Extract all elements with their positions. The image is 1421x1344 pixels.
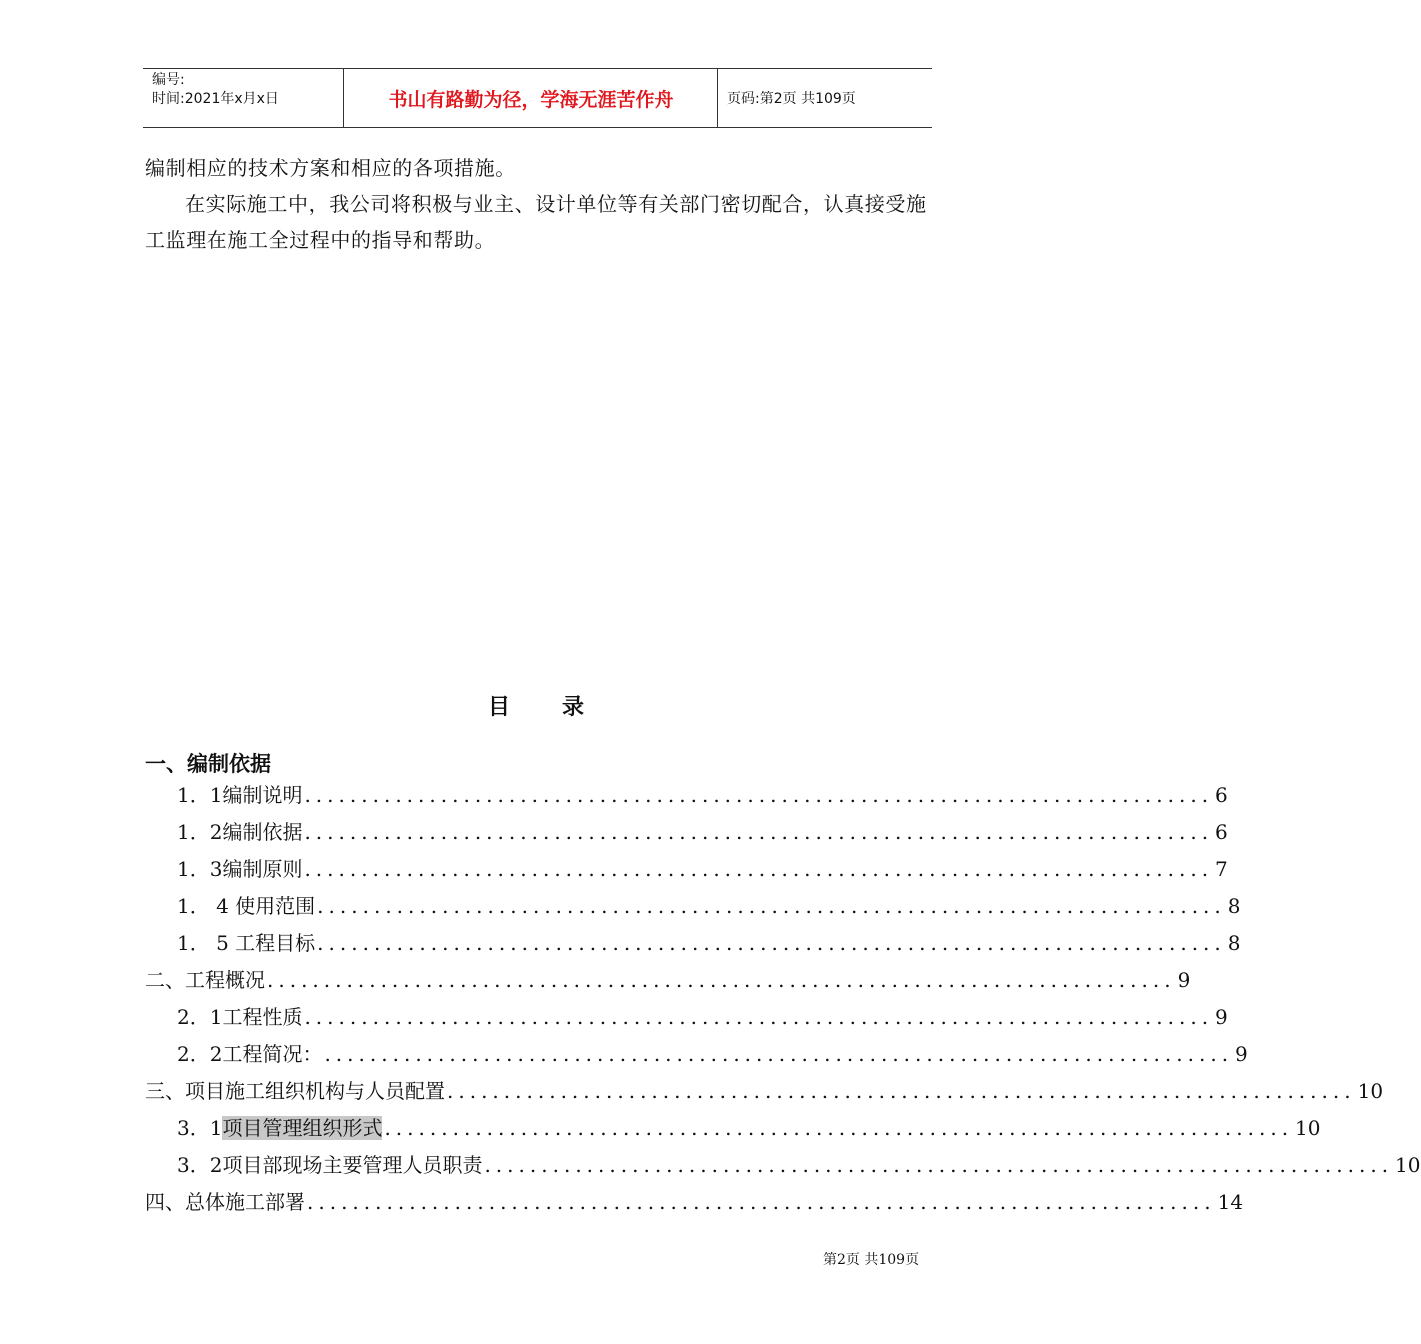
toc-entry-page: 8: [1227, 931, 1241, 955]
toc-entry[interactable]: [177, 814, 1228, 851]
header-page-label: 页码:第2页 共109页: [727, 91, 856, 107]
toc-entry-label: 1．2编制依据: [177, 820, 303, 844]
toc-entry-page: 6: [1215, 820, 1228, 844]
header-time-label: 时间:2021年x月x日: [152, 91, 279, 107]
toc-leader-dots: ................................................................................: [447, 1079, 1356, 1103]
toc-leader-dots: ................................................................................: [304, 857, 1214, 881]
toc-entry-label: 1． 5 工程目标: [177, 931, 316, 955]
toc-entry-label: 1．1编制说明: [177, 783, 303, 807]
toc-leader-dots: ................................................................................: [307, 1190, 1216, 1214]
toc-leader-dots: ................................................................................: [304, 1005, 1214, 1029]
toc-entry-page: 7: [1215, 857, 1228, 881]
toc-entry-page: 9: [1235, 1042, 1248, 1066]
toc-entry-label: 3．2项目部现场主要管理人员职责: [177, 1153, 483, 1177]
page-header: [143, 68, 932, 128]
toc-entry[interactable]: [145, 962, 1191, 999]
toc-leader-dots: ................................................................................: [304, 783, 1214, 807]
toc-leader-dots: ................................................................................: [324, 1042, 1234, 1066]
toc-entry-page: 8: [1227, 894, 1241, 918]
toc-title: 目录: [488, 694, 637, 720]
toc-section-heading: 一、编制依据: [145, 751, 271, 776]
toc-leader-dots: ................................................................................: [317, 894, 1226, 918]
toc-entry-label: 二、工程概况: [145, 968, 265, 992]
toc-entry-page: 9: [1177, 968, 1191, 992]
toc-entry[interactable]: [177, 925, 1241, 962]
toc-entry-page: 10: [1295, 1116, 1321, 1140]
toc-entry[interactable]: [177, 888, 1241, 925]
page-footer: 第2页 共109页: [823, 1252, 920, 1268]
header-divider-1: [343, 68, 344, 128]
toc-entry-page: 10: [1395, 1153, 1421, 1177]
header-divider-2: [717, 68, 718, 128]
toc-entry-page: 10: [1357, 1079, 1384, 1103]
toc-entry[interactable]: [177, 1036, 1248, 1073]
header-motto: 书山有路勤为径，学海无涯苦作舟: [388, 88, 674, 111]
header-number-label: 编号:: [152, 72, 185, 88]
body-paragraph-1: 编制相应的技术方案和相应的各项措施。: [145, 156, 516, 180]
toc-entry-page: 6: [1215, 783, 1228, 807]
body-paragraph-2: 在实际施工中，我公司将积极与业主、设计单位等有关部门密切配合，认真接受施工监理在施工全过程中的指导和帮助。: [145, 192, 927, 252]
toc-entry-label: 2．2工程简况：: [177, 1042, 323, 1066]
toc-leader-dots: ................................................................................: [267, 968, 1176, 992]
toc-entry-label: 1． 4 使用范围: [177, 894, 316, 918]
toc-leader-dots: ................................................................................: [317, 931, 1226, 955]
toc-entry-label: 2．1工程性质: [177, 1005, 303, 1029]
toc-entry[interactable]: [177, 1147, 1421, 1184]
toc-entry-page: 9: [1215, 1005, 1228, 1029]
toc-entry-label: 1．3编制原则: [177, 857, 303, 881]
toc-entry[interactable]: [177, 999, 1228, 1036]
toc-entry[interactable]: [145, 1073, 1384, 1110]
toc-entry[interactable]: [177, 851, 1228, 888]
toc-entry[interactable]: [177, 1110, 1321, 1147]
header-meta: [152, 71, 279, 109]
toc-entry-highlighted-text: 项目管理组织形式: [222, 1116, 383, 1140]
toc-entry-label: 四、总体施工部署: [145, 1190, 305, 1214]
toc-entry-label: 三、项目施工组织机构与人员配置: [145, 1079, 445, 1103]
toc-entry[interactable]: [145, 1184, 1244, 1221]
toc-entry-number: 3．1: [177, 1116, 223, 1140]
toc-entry-page: 14: [1217, 1190, 1244, 1214]
toc-leader-dots: ................................................................................: [304, 820, 1214, 844]
toc-leader-dots: ................................................................................: [484, 1153, 1394, 1177]
toc-leader-dots: ................................................................................: [384, 1116, 1294, 1140]
toc-entry-label: [177, 1110, 382, 1147]
toc-entry[interactable]: [177, 777, 1228, 814]
